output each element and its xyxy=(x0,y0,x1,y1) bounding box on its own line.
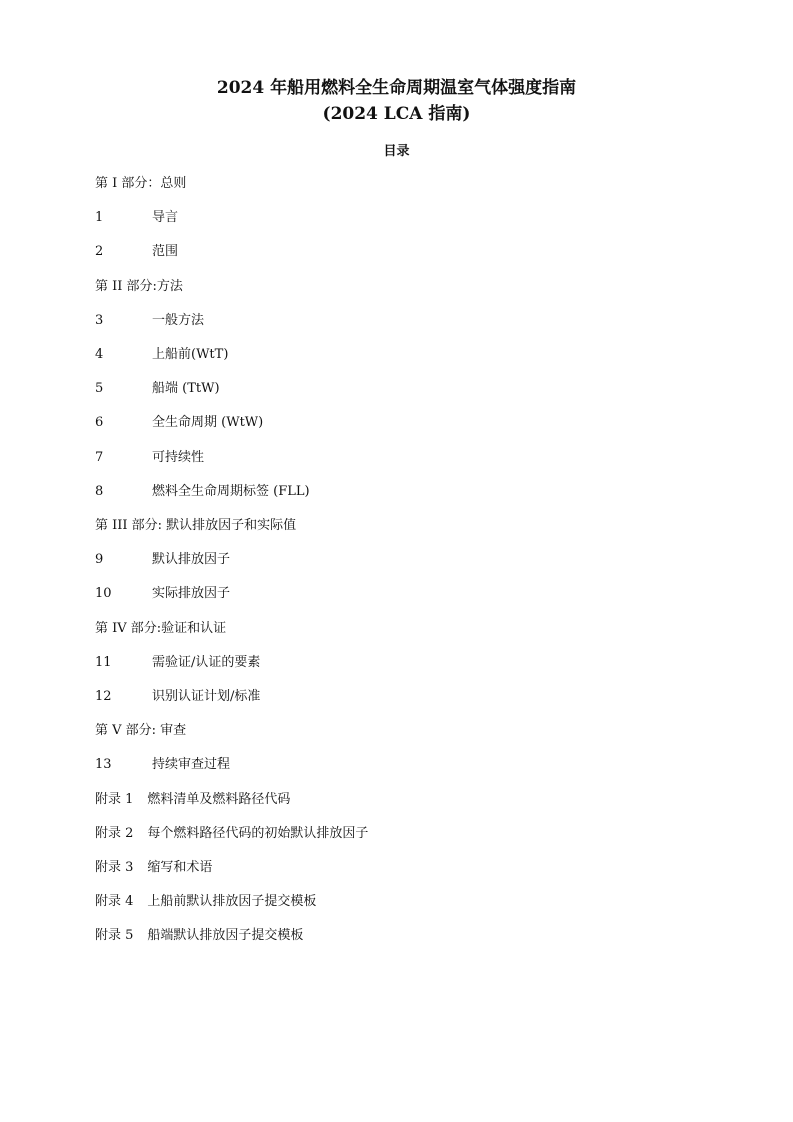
toc-entry-item xyxy=(95,415,263,431)
entry-title: 需验证/认证的要素 xyxy=(152,654,261,670)
toc-entry-item xyxy=(95,655,260,671)
section-number: 8 xyxy=(95,483,104,499)
section-number: 3 xyxy=(95,312,104,328)
entry-title: 一般方法 xyxy=(152,312,205,328)
toc-entry-item xyxy=(95,757,230,773)
entry-title: 范围 xyxy=(152,244,179,260)
section-number: 13 xyxy=(95,757,112,773)
annex-number: 附录 4 xyxy=(95,894,134,910)
section-number: 1 xyxy=(95,210,104,226)
toc-entry-part xyxy=(95,518,296,534)
annex-number: 附录 3 xyxy=(95,860,134,875)
section-number: 11 xyxy=(95,654,112,670)
toc-entry-annex xyxy=(95,860,212,876)
toc-entry-part xyxy=(95,176,186,192)
toc-entry-item xyxy=(95,313,204,329)
entry-title: 船端 (TtW) xyxy=(152,381,220,397)
section-number: 2 xyxy=(95,244,104,260)
entry-title: 上船前(WtT) xyxy=(152,347,229,362)
document-title: 2024 年船用燃料全生命周期温室气体强度指南 xyxy=(216,78,577,98)
entry-title: 燃料清单及燃料路径代码 xyxy=(147,791,291,807)
toc-entry-annex xyxy=(95,928,303,944)
section-number: 10 xyxy=(95,586,112,602)
entry-title: 导言 xyxy=(152,210,179,226)
section-number: 12 xyxy=(95,689,112,704)
toc-entry-item xyxy=(95,484,310,500)
toc-entry-item xyxy=(95,689,260,705)
part-title: 第 I 部分：总则 xyxy=(95,176,187,191)
entry-title: 可持续性 xyxy=(152,449,205,465)
entry-title: 全生命周期 (WtW) xyxy=(152,415,264,431)
section-number: 9 xyxy=(95,552,104,568)
entry-title: 识别认证计划/标准 xyxy=(152,689,261,704)
entry-title: 每个燃料路径代码的初始默认排放因子 xyxy=(147,825,369,841)
entry-title: 持续审查过程 xyxy=(152,757,231,773)
section-number: 7 xyxy=(95,449,104,465)
toc-entry-item xyxy=(95,210,178,226)
entry-title: 船端默认排放因子提交模板 xyxy=(147,928,304,944)
part-title: 第 V 部分: 审查 xyxy=(95,723,187,739)
section-number: 4 xyxy=(95,347,104,362)
toc-entry-part xyxy=(95,621,226,637)
annex-number: 附录 2 xyxy=(95,825,134,841)
toc-entry-item xyxy=(95,381,220,397)
toc-entry-annex xyxy=(95,792,290,808)
entry-title: 上船前默认排放因子提交模板 xyxy=(147,894,317,910)
part-title: 第 III 部分: 默认排放因子和实际值 xyxy=(95,518,297,533)
toc-entry-annex xyxy=(95,826,368,842)
section-number: 6 xyxy=(95,415,104,431)
toc-entry-item xyxy=(95,347,228,363)
toc-heading: 目录 xyxy=(383,144,410,159)
document-subtitle: (2024 LCA 指南) xyxy=(322,104,471,124)
annex-number: 附录 1 xyxy=(95,791,134,807)
toc-entry-item xyxy=(95,244,178,260)
toc-entry-part xyxy=(95,279,183,295)
toc-entry-item xyxy=(95,552,230,568)
part-title: 第 II 部分:方法 xyxy=(95,278,183,294)
toc-entry-item xyxy=(95,586,230,602)
entry-title: 燃料全生命周期标签 (FLL) xyxy=(152,483,310,499)
toc-entry-item xyxy=(95,450,204,466)
entry-title: 缩写和术语 xyxy=(147,860,213,875)
toc-entry-part xyxy=(95,723,186,739)
toc-entry-annex xyxy=(95,894,316,910)
section-number: 5 xyxy=(95,381,104,397)
part-title: 第 IV 部分:验证和认证 xyxy=(95,620,227,636)
entry-title: 默认排放因子 xyxy=(152,552,231,568)
annex-number: 附录 5 xyxy=(95,928,134,944)
entry-title: 实际排放因子 xyxy=(152,586,231,602)
